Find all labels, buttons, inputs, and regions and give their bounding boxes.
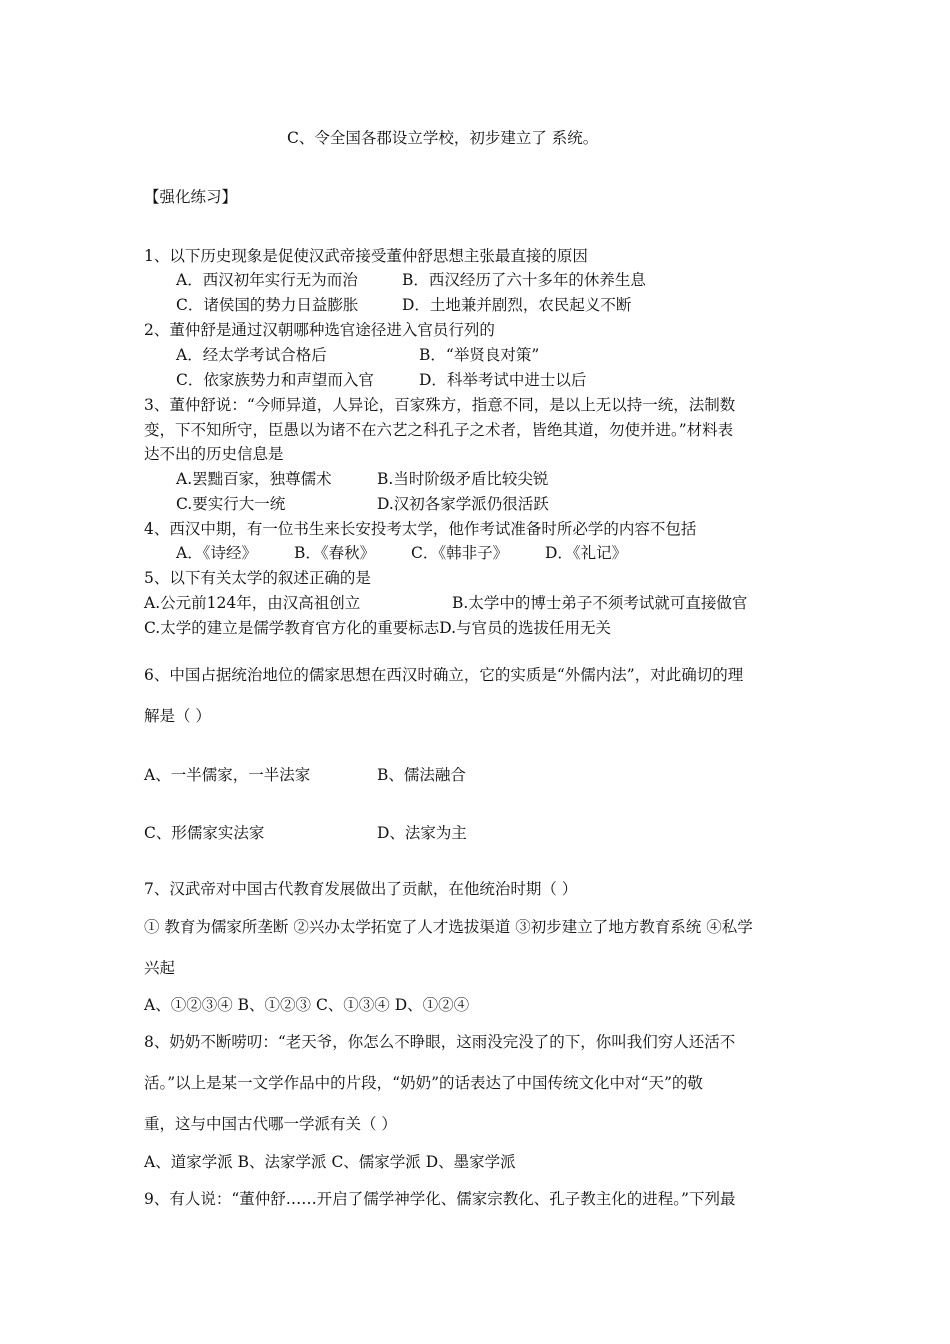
question-4 — [144, 519, 696, 539]
q4-option-c-text: C．《韩非子》 — [411, 544, 509, 562]
q6-option-d-text: D、法家为主 — [377, 824, 467, 842]
question-3-line-3 — [144, 444, 284, 464]
question-7-line-3 — [144, 958, 175, 978]
q4-option-a-text: A．《诗经》 — [176, 544, 257, 562]
question-8-line-1 — [144, 1032, 735, 1052]
q6-option-d — [377, 823, 467, 843]
q3-option-b-text: B.当时阶级矛盾比较尖锐 — [377, 470, 549, 488]
question-5-text: 5、以下有关太学的叙述正确的是 — [144, 569, 371, 587]
q2-option-b-text: B．“举贤良对策” — [419, 346, 540, 364]
q4-option-c — [411, 543, 508, 563]
q4-option-b-text: B．《春秋》 — [294, 544, 376, 562]
question-1-text: 1、以下历史现象是促使汉武帝接受董仲舒思想主张最直接的原因 — [144, 247, 588, 265]
q3-option-d-text: D.汉初各家学派仍很活跃 — [377, 495, 549, 513]
q2-option-b — [419, 345, 539, 365]
q1-option-b — [402, 270, 646, 290]
c-line — [287, 128, 598, 148]
q5-option-a-text: A.公元前124年，由汉高祖创立 — [144, 594, 361, 612]
question-3-line-1 — [144, 395, 735, 415]
question-3-line-1-text: 3、董仲舒说：“今师异道，人异论，百家殊方，指意不同，是以上无以持一统，法制数 — [144, 396, 736, 414]
question-5 — [144, 568, 371, 588]
q6-option-c — [144, 823, 264, 843]
q3-option-a-text: A.罢黜百家，独尊儒术 — [176, 470, 332, 488]
question-9-line-1-text: 9、有人说：“董仲舒……开启了儒学神学化、儒家宗教化、孔子教主化的进程。”下列最 — [144, 1190, 736, 1208]
q4-option-d — [545, 543, 627, 563]
question-3-line-3-text: 达不出的历史信息是 — [144, 445, 284, 463]
q3-option-a — [176, 469, 332, 489]
question-7-line-2-text: ① 教育为儒家所垄断 ②兴办太学拓宽了人才选拔渠道 ③初步建立了地方教育系统 ④私学 — [144, 918, 753, 936]
question-6-line-1-text: 6、中国占据统治地位的儒家思想在西汉时确立，它的实质是“外儒内法”，对此确切的理 — [144, 666, 744, 684]
q2-option-c — [176, 370, 374, 390]
q3-option-c — [176, 494, 285, 514]
q6-option-a-text: A、一半儒家，一半法家 — [144, 766, 311, 784]
q5-option-a — [144, 593, 360, 613]
q7-options-text: A、①②③④ B、①②③ C、①③④ D、①②④ — [144, 996, 470, 1014]
q2-option-a-text: A．经太学考试合格后 — [176, 346, 327, 364]
q1-option-c — [176, 295, 358, 315]
q6-option-b — [377, 765, 466, 785]
q2-option-c-text: C．依家族势力和声望而入官 — [176, 371, 374, 389]
question-6-line-1 — [144, 665, 743, 685]
question-6-line-2 — [144, 706, 211, 726]
q6-option-b-text: B、儒法融合 — [377, 766, 466, 784]
q2-option-d — [419, 370, 586, 390]
q4-option-b — [294, 543, 375, 563]
question-7 — [144, 879, 577, 899]
q6-option-a — [144, 765, 310, 785]
q6-option-c-text: C、形儒家实法家 — [144, 824, 265, 842]
q8-options-text: A、道家学派 B、法家学派 C、儒家学派 D、墨家学派 — [144, 1153, 516, 1171]
q2-option-d-text: D．科举考试中进士以后 — [419, 371, 587, 389]
q3-option-c-text: C.要实行大一统 — [176, 495, 286, 513]
q1-option-a — [176, 270, 358, 290]
q4-option-a — [176, 543, 257, 563]
question-8-line-2 — [144, 1073, 703, 1093]
c-line-text: C、令全国各郡设立学校，初步建立了 系统。 — [287, 129, 599, 147]
q3-option-b — [377, 469, 548, 489]
q4-option-d-text: D．《礼记》 — [545, 544, 628, 562]
q5-option-b — [452, 593, 747, 613]
q1-option-a-text: A．西汉初年实行无为而治 — [176, 271, 358, 289]
q1-option-b-text: B．西汉经历了六十多年的休养生息 — [402, 271, 646, 289]
question-7-text: 7、汉武帝对中国古代教育发展做出了贡献，在他统治时期（ ） — [144, 880, 578, 898]
question-8-line-1-text: 8、奶奶不断唠叨：“老天爷，你怎么不睁眼，这雨没完没了的下，你叫我们穷人还活不 — [144, 1033, 736, 1051]
q1-option-d-text: D．土地兼并剧烈，农民起义不断 — [402, 296, 632, 314]
q3-option-d — [377, 494, 549, 514]
q8-options — [144, 1152, 516, 1172]
question-8-line-3 — [144, 1114, 397, 1134]
question-9-line-1 — [144, 1189, 735, 1209]
question-2 — [144, 320, 495, 340]
question-3-line-2 — [144, 420, 733, 440]
q7-options — [144, 995, 469, 1015]
question-2-text: 2、董仲舒是通过汉朝哪种选官途径进入官员行列的 — [144, 321, 495, 339]
q5-option-cd — [144, 618, 611, 638]
q5-option-b-text: B.太学中的博士弟子不须考试就可直接做官 — [452, 594, 748, 612]
question-3-line-2-text: 变，下不知所守，臣愚以为诸不在六艺之科孔子之术者，皆绝其道，勿使并进。”材料表 — [144, 421, 734, 439]
q1-option-d — [402, 295, 631, 315]
question-6-line-2-text: 解是（ ） — [144, 707, 211, 725]
q2-option-a — [176, 345, 327, 365]
question-8-line-3-text: 重，这与中国古代哪一学派有关（ ） — [144, 1115, 397, 1133]
question-7-line-2 — [144, 917, 753, 937]
question-4-text: 4、西汉中期，有一位书生来长安投考太学，他作考试准备时所必学的内容不包括 — [144, 520, 697, 538]
q1-option-c-text: C．诸侯国的势力日益膨胀 — [176, 296, 359, 314]
q5-option-cd-text: C.太学的建立是儒学教育官方化的重要标志D.与官员的选拔任用无关 — [144, 619, 612, 637]
question-1 — [144, 246, 588, 266]
section-heading-text: 【强化练习】 — [144, 188, 238, 206]
section-heading — [144, 187, 237, 207]
question-8-line-2-text: 活。”以上是某一文学作品中的片段，“奶奶”的话表达了中国传统文化中对“天”的敬 — [144, 1074, 703, 1092]
question-7-line-3-text: 兴起 — [144, 959, 176, 977]
